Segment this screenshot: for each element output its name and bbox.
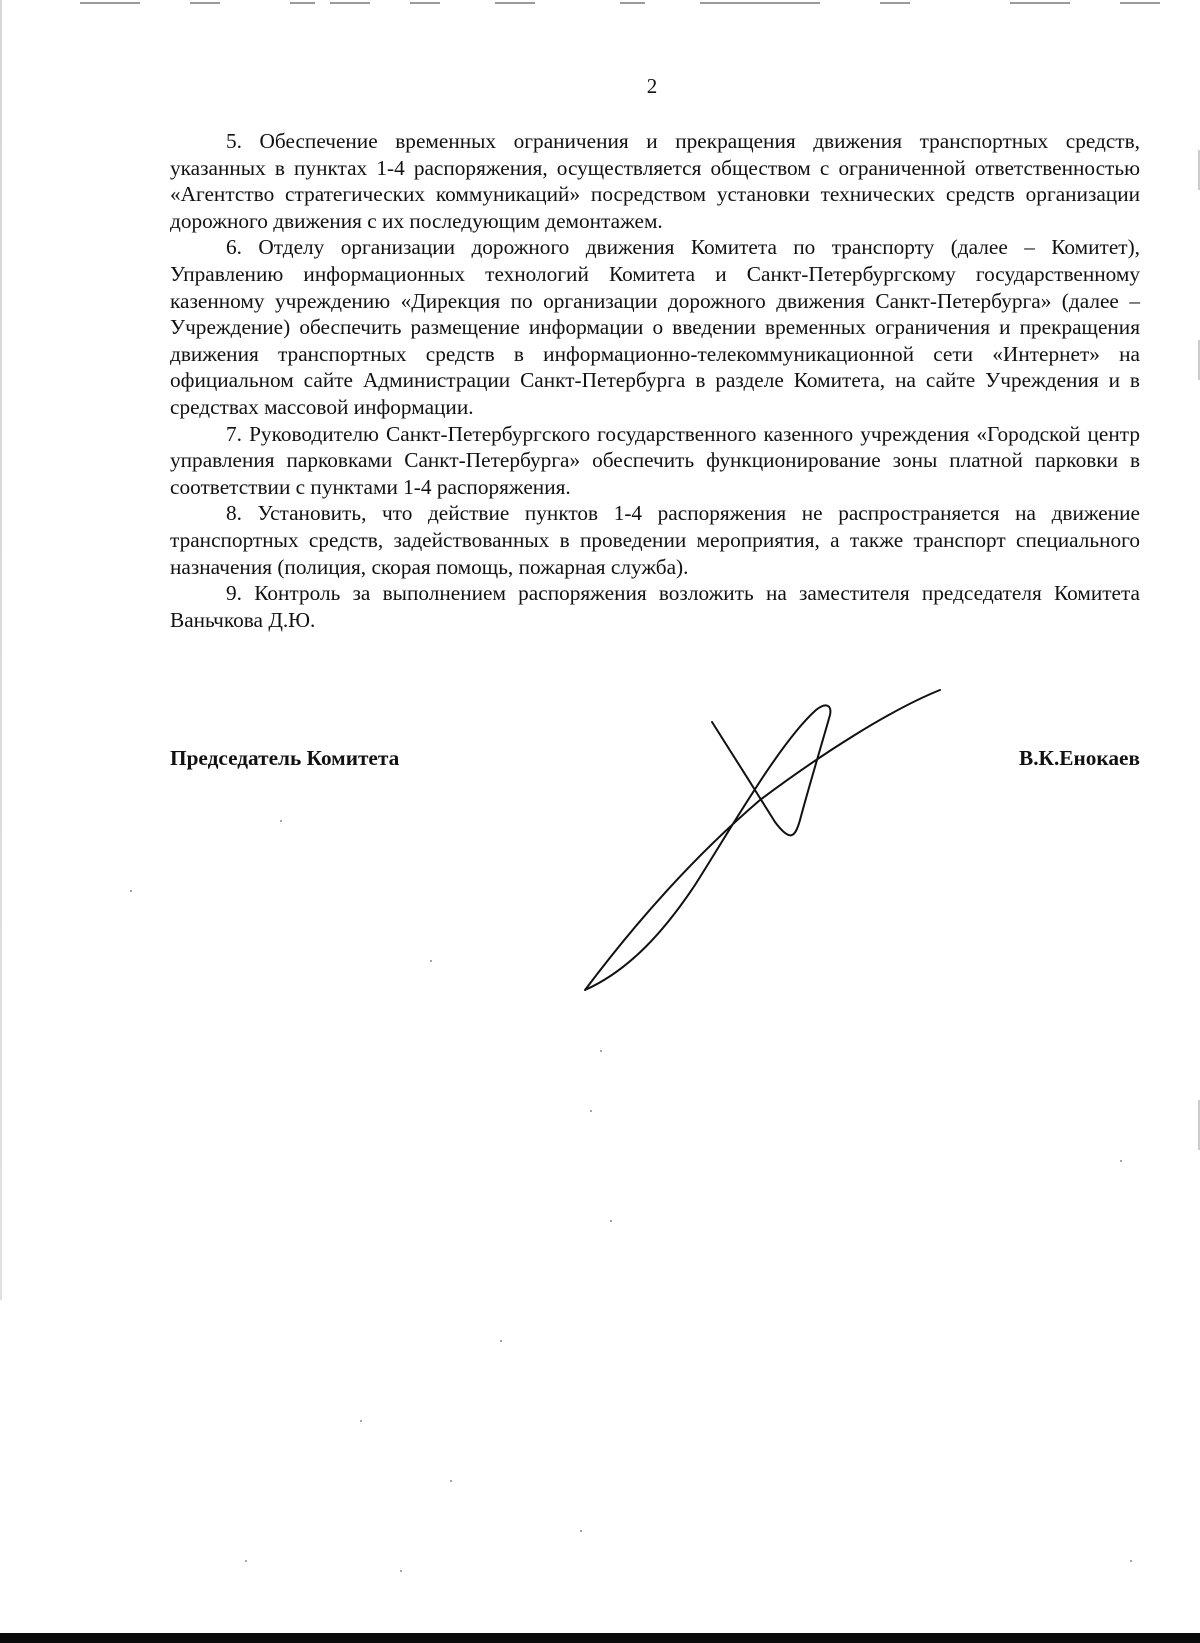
paragraph: 6. Отделу организации дорожного движения Комитета по транспорту (далее – Комитет), Управлению информационных технологий Комитета и Санкт-Петербургскому государственному казенному учреждению «Дирекция по организации дорожного движения Санкт-Петербурга» (далее – Учреждение) обеспечить размещение информации о введении временных ограничения и прекращения движения транспортных средств в информационно-телекоммуникационной сети «Интернет» на официальном сайте Администрации Санкт-Петербурга в разделе Комитета, на сайте Учреждения и в средствах массовой информации.	[170, 235, 1140, 419]
scan-edge-left	[0, 0, 2, 1300]
paragraph: 8. Установить, что действие пунктов 1-4 распоряжения не распространяется на движение транспортных средств, задействованных в проведении мероприятия, а также транспорт специального назначения (полиция, скорая помощь, пожарная служба).	[170, 501, 1140, 579]
handwritten-signature	[570, 680, 950, 1000]
scan-bottom-border	[0, 1633, 1200, 1643]
document-body	[170, 128, 1140, 633]
paragraph: 9. Контроль за выполнением распоряжения возложить на заместителя председателя Комитета Ваньчкова Д.Ю.	[170, 581, 1140, 632]
signatory-title: Председатель Комитета	[170, 746, 400, 770]
paragraph: 7. Руководителю Санкт-Петербургского государственного казенного учреждения «Городской центр управления парковками Санкт-Петербурга» обеспечить функционирование зоны платной парковки в соответствии с пунктами 1-4 распоряжения.	[170, 421, 1140, 499]
page-number: 2	[646, 74, 658, 98]
paragraph: 5. Обеспечение временных ограничения и прекращения движения транспортных средств, указанных в пунктах 1-4 распоряжения, осуществляется обществом с ограниченной ответственностью «Агентство стратегических коммуникаций» посредством установки технических средств организации дорожного движения с их последующим демонтажем.	[170, 129, 1140, 233]
signatory-name: В.К.Енокаев	[1019, 746, 1140, 770]
scan-artifact-top	[0, 0, 1200, 12]
